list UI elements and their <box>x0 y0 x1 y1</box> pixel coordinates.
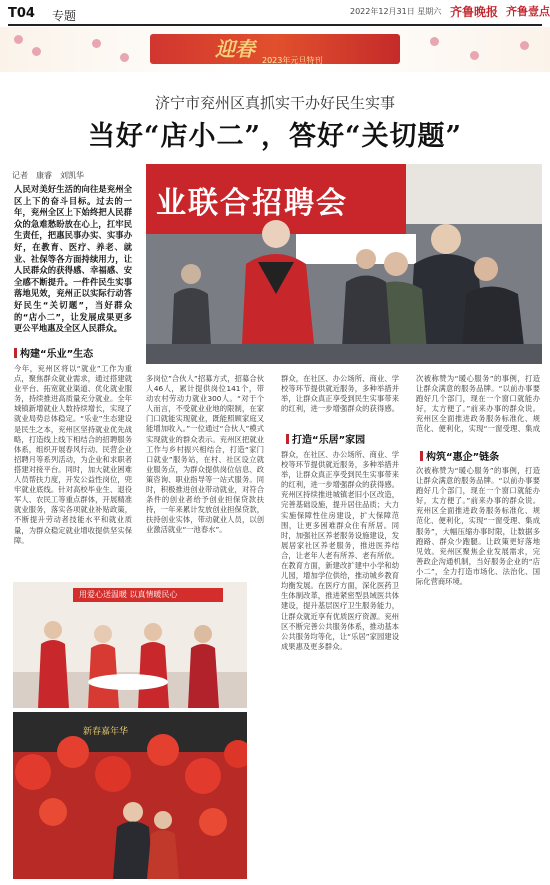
section-marker <box>420 451 423 461</box>
section-title-huiqi <box>420 448 499 463</box>
body-column-3-top: 群众，在社区、办公场所、商业、学校等环节提供就近服务，多种举措并举，让群众真正享受到民生实事带来的红利，进一步增强群众的获得感。 <box>281 374 399 414</box>
article-headline: 当好“店小二”，答好“关切题” <box>87 121 463 152</box>
section-name: 专题 <box>52 9 77 23</box>
body-column-2: 多岗位”合伙人”招募方式，招募合伙人46人，累计提供岗位141个，带动农村劳动力就业300人。“对于个人而言，不受就业业地的限制，在家门口就能实现就业，既能照顾家庭又能增加收入。”一位通过“合伙人”模式实现就业的群众表示。兖州区把就业工作与乡村振兴相结合，打造“家门口就业”服务站，在村、社区设立就业服务点，为群众提供岗位信息、政策咨询、职业指导等一站式服务。同时，积极推进创业带动就业，对符合条件的创业者给予创业担保贷款扶持，一年来累计发放创业担保贷款，扶持创业实体，带动就业人员，以创业激活就业“一池春水”。 <box>146 374 264 535</box>
article-lead: 人民对美好生活的向往是兖州全区上下的奋斗目标。过去的一年，兖州全区上下始终把人民群众的急难愁盼放在心上，扛牢民生责任，把惠民事办实、实事办好，在教育、医疗、养老、就业、社保等各方面持续用力，让人民群众的获得感、幸福感、安全感不断提升。一件件民生实事落地见效，兖州正以实际行动答好民生“关切题”，当好群众的“店小二”，让发展成果更多更公平地惠及全区人民群众。 <box>14 184 132 334</box>
section-title-leju <box>286 431 365 446</box>
blossom-icon <box>430 37 439 46</box>
community-photo <box>13 582 247 708</box>
issue-date: 2022年12月31日 星期六 <box>350 7 442 16</box>
festival-photo <box>13 712 247 879</box>
festival-photo-caption: 新春嘉年华 <box>83 727 129 737</box>
section-title-text: 构建“乐业”生态 <box>20 349 94 360</box>
section-title-text: 打造“乐居”家园 <box>292 435 366 446</box>
blossom-icon <box>92 39 101 48</box>
festival-photo-illustration <box>13 712 247 879</box>
page-number: T04 <box>8 6 35 21</box>
header-rule <box>8 24 542 26</box>
community-photo-caption: 用爱心送温暖 以真情暖民心 <box>79 590 178 599</box>
banner-greeting: 迎春 <box>215 37 255 61</box>
blossom-icon <box>520 41 529 50</box>
blossom-icon <box>32 47 41 56</box>
section-title-text: 构筑“惠企”链条 <box>426 452 500 463</box>
main-photo <box>146 164 542 364</box>
section-marker <box>14 348 17 358</box>
community-photo-illustration <box>13 582 247 708</box>
blossom-icon <box>470 51 479 60</box>
body-column-4: 次被称赞为“暖心服务”的事例，打造让群众满意的服务品牌。“以前办事要跑好几个部门，现在一个窗口就能办好，太方便了。”前来办事的群众说。兖州区全面推进政务服务标准化、规范化、便利化，实现“一窗受理、集成服务”，大幅压缩办事时限，让数据多跑路、群众少跑腿。让政策更好落地见效。兖州区聚焦企业发展需求，完善政企沟通机制，当好服务企业的“店小二”，全力打造市场化、法治化、国际化营商环境。 <box>416 466 540 587</box>
paper-sub-logo: 齐鲁壹点 <box>506 5 550 18</box>
section-title-leye <box>14 345 93 360</box>
article-kicker: 济宁市兖州区真抓实干办好民生实事 <box>154 94 395 112</box>
blossom-icon <box>120 53 129 62</box>
body-column-4-top: 次被称赞为“暖心服务”的事例，打造让群众满意的服务品牌。“以前办事要跑好几个部门，现在一个窗口就能办好，太方便了。”前来办事的群众说。兖州区全面推进政务服务标准化、规范化、便利化，实现“一窗受理、集成 <box>416 374 540 434</box>
body-column-3: 群众，在社区、办公场所、商业、学校等环节提供就近服务，多种举措并举，让群众真正享受到民生实事带来的红利，进一步增强群众的获得感。兖州区持续推进城镇老旧小区改造，完善基础设施，提升居住品质；大力实施保障性住房建设，扩大保障范围，让更多困难群众住有所居。同时，加强社区养老服务设施建设，发展居家社区养老服务，推进医养结合，让老年人老有所养、老有所依。在教育方面，新建改扩建中小学和幼儿园，增加学位供给，推动城乡教育均衡发展。在医疗方面，深化医药卫生体制改革，推进紧密型县域医共体建设，提升基层医疗卫生服务能力，让群众就近享有优质医疗资源。兖州区不断完善公共服务体系，推动基本公共服务均等化，让“乐居”家园建设成果惠及更多群众。 <box>281 450 399 651</box>
body-column-1: 今年，兖州区将以“就业”工作为重点，聚焦群众就业需求，通过搭建就业平台、拓宽就业渠道、优化就业服务，持续推进高质量充分就业。全年城镇新增就业人数持续增长，实现了就业局势总体稳定。“乐业”生态建设是民生之本，兖州区坚持就业优先战略，打造线上线下相结合的招聘服务体系，组织开展春风行动、民营企业招聘月等系列活动，为企业和求职者搭建对接平台。同时，加大就业困难人员帮扶力度，开发公益性岗位，兜牢就业底线。针对高校毕业生、退役军人、农民工等重点群体，开展精准就业服务，落实各项就业补贴政策，不断提升劳动者技能水平和就业质量，为群众稳定就业增收提供坚实保障。 <box>14 364 132 545</box>
article-byline: 记者 康睿 刘凯华 <box>12 171 84 180</box>
banner-year: 2023年元旦特刊 <box>262 56 323 65</box>
main-photo-banner-text: 业联合招聘会 <box>156 186 348 221</box>
paper-logo: 齐鲁晚报 <box>450 5 499 19</box>
blossom-icon <box>14 35 23 44</box>
section-marker <box>286 434 289 444</box>
